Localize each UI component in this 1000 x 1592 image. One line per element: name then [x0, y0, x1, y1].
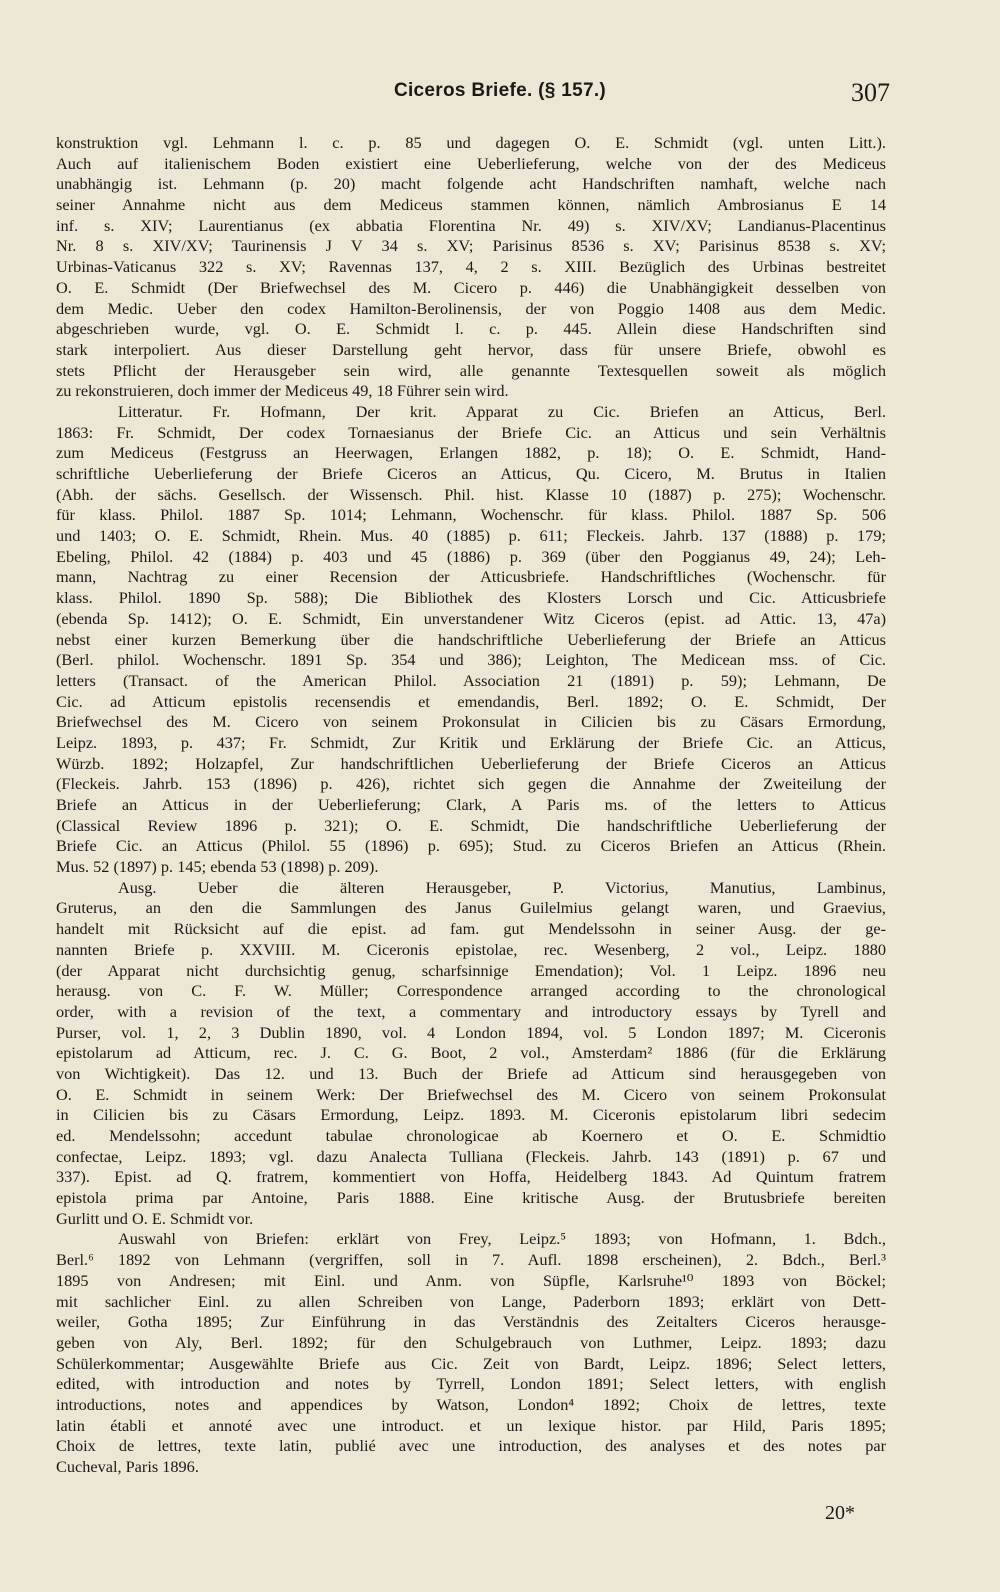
text-line: Choix de lettres, texte latin, publié avec une introduction, des analyses et des notes par	[56, 1436, 886, 1456]
text-line: Litteratur. Fr. Hofmann, Der krit. Apparat zu Cic. Briefen an Atticus, Berl.	[118, 401, 886, 421]
text-line: Auch auf italienischem Boden existiert eine Ueberlieferung, welche von der des Mediceus	[56, 153, 886, 173]
text-line: weiler, Gotha 1895; Zur Einführung in das Verständnis des Zeitalters Ciceros herausge-	[56, 1312, 886, 1332]
printer-signature: 20*	[825, 1502, 855, 1524]
running-title: Ciceros Briefe. (§ 157.)	[393, 80, 607, 101]
text-line: inf. s. XIV; Laurentianus (ex abbatia Florentina Nr. 49) s. XIV/XV; Landianus-Placentinus	[56, 215, 886, 235]
text-line: Cucheval, Paris 1896.	[56, 1457, 199, 1476]
text-line: für klass. Philol. 1887 Sp. 1014; Lehmann, Wochenschr. für klass. Philol. 1887 Sp. 506	[56, 505, 886, 525]
text-line: stets Pflicht der Herausgeber sein wird, alle genannte Textesquellen soweit als möglich	[56, 360, 886, 380]
body-text	[56, 133, 886, 1478]
text-line: von Wichtigkeit). Das 12. und 13. Buch der Briefe ad Atticum sind herausgegeben von	[56, 1063, 886, 1083]
text-line: (Berl. philol. Wochenschr. 1891 Sp. 354 und 386); Leighton, The Medicean mss. of Cic.	[56, 650, 886, 670]
text-line: Purser, vol. 1, 2, 3 Dublin 1890, vol. 4 London 1894, vol. 5 London 1897; M. Ciceronis	[56, 1022, 886, 1042]
text-line: abgeschrieben wurde, vgl. O. E. Schmidt l. c. p. 445. Allein diese Handschriften sind	[56, 319, 886, 339]
text-line: handelt mit Rücksicht auf die epist. ad fam. gut Mendelssohn in seiner Ausg. der ge-	[56, 919, 886, 939]
text-line: epistola prima par Antoine, Paris 1888. Eine kritische Ausg. der Brutusbriefe bereiten	[56, 1188, 886, 1208]
page-number: 307	[851, 78, 890, 107]
text-line: Gruterus, an den die Sammlungen des Janus Guilelmius gelangt waren, und Graevius,	[56, 898, 886, 918]
text-line: epistolarum ad Atticum, rec. J. C. G. Boot, 2 vol., Amsterdam² 1886 (für die Erklärung	[56, 1043, 886, 1063]
text-line: zum Mediceus (Festgruss an Heerwagen, Erlangen 1882, p. 18); O. E. Schmidt, Hand-	[56, 443, 886, 463]
text-line: Urbinas-Vaticanus 322 s. XV; Ravennas 137, 4, 2 s. XIII. Bezüglich des Urbinas bestreitet	[56, 257, 886, 277]
text-line: Ausg. Ueber die älteren Herausgeber, P. Victorius, Manutius, Lambinus,	[118, 877, 886, 897]
text-line: nannten Briefe p. XXVIII. M. Ciceronis epistolae, rec. Wesenberg, 2 vol., Leipz. 1880	[56, 939, 886, 959]
text-line: 1895 von Andresen; mit Einl. und Anm. von Süpfle, Karlsruhe¹⁰ 1893 von Böckel;	[56, 1270, 886, 1290]
text-line: nebst einer kurzen Bemerkung über die handschriftliche Ueberlieferung der Briefe an Atticus	[56, 629, 886, 649]
text-line: Berl.⁶ 1892 von Lehmann (vergriffen, soll in 7. Aufl. 1898 erscheinen), 2. Bdch., Berl.³	[56, 1250, 886, 1270]
text-line: confectae, Leipz. 1893; vgl. dazu Analecta Tulliana (Fleckeis. Jahrb. 143 (1891) p. 67 und	[56, 1146, 886, 1166]
text-line: letters (Transact. of the American Philol. Association 21 (1891) p. 59); Lehmann, De	[56, 670, 886, 690]
text-line: Schülerkommentar; Ausgewählte Briefe aus Cic. Zeit von Bardt, Leipz. 1896; Select letters,	[56, 1353, 886, 1373]
text-line: zu rekonstruieren, doch immer der Mediceus 49, 18 Führer sein wird.	[56, 381, 509, 401]
text-line: mann, Nachtrag zu einer Recension der Atticusbriefe. Handschriftliches (Wochenschr. für	[56, 567, 886, 587]
text-line: 1863: Fr. Schmidt, Der codex Tornaesianus der Briefe Cic. an Atticus und sein Verhältnis	[56, 422, 886, 442]
text-line: stark interpoliert. Aus dieser Darstellung geht hervor, dass für unsere Briefe, obwohl es	[56, 339, 886, 359]
text-line: introductions, notes and appendices by Watson, London⁴ 1892; Choix de lettres, texte	[56, 1394, 886, 1414]
text-line: geben von Aly, Berl. 1892; für den Schulgebrauch von Luthmer, Leipz. 1893; dazu	[56, 1332, 886, 1352]
text-line: O. E. Schmidt (Der Briefwechsel des M. Cicero p. 446) die Unabhängigkeit desselben von	[56, 277, 886, 297]
text-line: schriftliche Ueberlieferung der Briefe Ciceros an Atticus, Qu. Cicero, M. Brutus in Italien	[56, 464, 886, 483]
text-line: 337). Epist. ad Q. fratrem, kommentiert von Hoffa, Heidelberg 1843. Ad Quintum fratrem	[56, 1167, 886, 1187]
text-line: Briefwechsel des M. Cicero von seinem Prokonsulat in Cilicien bis zu Cäsars Ermordung,	[56, 712, 886, 732]
text-line: Ebeling, Philol. 42 (1884) p. 403 und 45 (1886) p. 369 (über den Poggianus 49, 24); Leh-	[56, 546, 886, 566]
text-line: Cic. ad Atticum epistolis recensendis et emendandis, Berl. 1892; O. E. Schmidt, Der	[56, 691, 886, 711]
text-line: ed. Mendelssohn; accedunt tabulae chronologicae ab Koernero et O. E. Schmidtio	[56, 1126, 886, 1145]
text-line: Mus. 52 (1897) p. 145; ebenda 53 (1898) p. 209).	[56, 857, 379, 877]
text-line: Briefe Cic. an Atticus (Philol. 55 (1896) p. 695); Stud. zu Ciceros Briefen an Atticus (Rhein.	[56, 836, 886, 856]
text-line: Gurlitt und O. E. Schmidt vor.	[56, 1208, 254, 1228]
text-line: (Classical Review 1896 p. 321); O. E. Schmidt, Die handschriftliche Ueberlieferung der	[56, 815, 886, 835]
text-line: Briefe an Atticus in der Ueberlieferung; Clark, A Paris ms. of the letters to Atticus	[56, 795, 886, 814]
text-line: und 1403; O. E. Schmidt, Rhein. Mus. 40 (1885) p. 611; Fleckeis. Jahrb. 137 (1888) p. 179;	[56, 526, 886, 546]
text-line: (Abh. der sächs. Gesellsch. der Wissensch. Phil. hist. Klasse 10 (1887) p. 275); Wochenschr.	[56, 484, 886, 504]
text-line: latin établi et annoté avec une introduct. et un lexique histor. par Hild, Paris 1895;	[56, 1415, 886, 1435]
page-header	[0, 80, 1000, 110]
text-line: O. E. Schmidt in seinem Werk: Der Briefwechsel des M. Cicero von seinem Prokonsulat	[56, 1084, 886, 1104]
text-line: edited, with introduction and notes by Tyrrell, London 1891; Select letters, with english	[56, 1374, 886, 1394]
text-line: Würzb. 1892; Holzapfel, Zur handschriftlichen Ueberlieferung der Briefe Ciceros an Atticus	[56, 753, 886, 773]
text-line: order, with a revision of the text, a commentary and introductory essays by Tyrell and	[56, 1001, 886, 1021]
text-line: unabhängig ist. Lehmann (p. 20) macht folgende acht Handschriften namhaft, welche nach	[56, 174, 886, 194]
text-line: konstruktion vgl. Lehmann l. c. p. 85 und dagegen O. E. Schmidt (vgl. unten Litt.).	[56, 133, 886, 152]
text-line: (ebenda Sp. 1412); O. E. Schmidt, Ein unverstandener Witz Ciceros (epist. ad Attic. 13, 47a)	[56, 608, 886, 628]
text-line: Leipz. 1893, p. 437; Fr. Schmidt, Zur Kritik und Erklärung der Briefe Cic. an Atticus,	[56, 732, 886, 752]
text-line: Nr. 8 s. XIV/XV; Taurinensis J V 34 s. XV; Parisinus 8536 s. XV; Parisinus 8538 s. XV;	[56, 236, 886, 256]
text-line: herausg. von C. F. W. Müller; Correspondence arranged according to the chronological	[56, 981, 886, 1001]
text-line: dem Medic. Ueber den codex Hamilton-Berolinensis, der von Poggio 1408 aus dem Medic.	[56, 298, 886, 318]
text-line: in Cilicien bis zu Cäsars Ermordung, Leipz. 1893. M. Ciceronis epistolarum libri sedecim	[56, 1105, 886, 1125]
text-line: mit sachlicher Einl. zu allen Schreiben von Lange, Paderborn 1893; erklärt von Dett-	[56, 1291, 886, 1311]
text-line: (Fleckeis. Jahrb. 153 (1896) p. 426), richtet sich gegen die Annahme der Zweiteilung der	[56, 774, 886, 794]
text-line: (der Apparat nicht durchsichtig genug, scharfsinnige Emendation); Vol. 1 Leipz. 1896 neu	[56, 960, 886, 980]
text-line: klass. Philol. 1890 Sp. 588); Die Bibliothek des Klosters Lorsch und Cic. Atticusbriefe	[56, 588, 886, 608]
text-line: Auswahl von Briefen: erklärt von Frey, Leipz.⁵ 1893; von Hofmann, 1. Bdch.,	[118, 1229, 886, 1249]
text-line: seiner Annahme nicht aus dem Mediceus stammen können, nämlich Ambrosianus E 14	[56, 195, 886, 215]
